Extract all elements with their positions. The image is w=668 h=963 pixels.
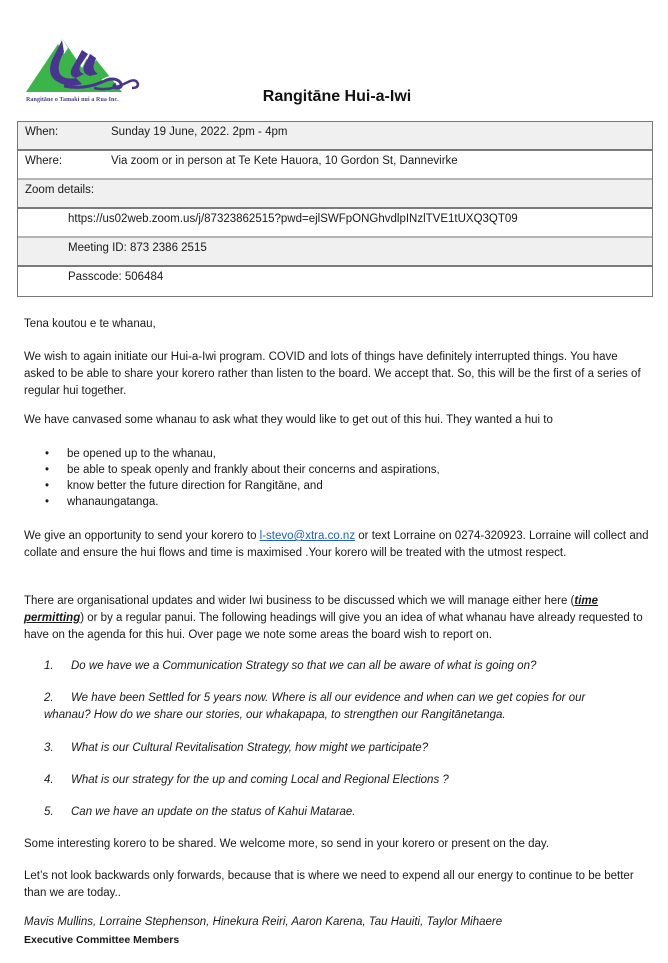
- korero-paragraph: We give an opportunity to send your korero to l-stevo@xtra.co.nz or text Lorraine on 0274-320923. Lorraine will collect and collate and ensure the hui flows and time is maximised .Your korero will be treated with the utmost respect.: [24, 530, 649, 559]
- forwards-paragraph: Let’s not look backwards only forwards, because that is where we need to expend all our energy to continue to be better than we are today..: [24, 870, 634, 899]
- list-item: • be able to speak openly and frankly about their concerns and aspirations,: [45, 464, 440, 476]
- zoom-details-label: Zoom details:: [25, 184, 95, 196]
- when-value: Sunday 19 June, 2022. 2pm - 4pm: [111, 126, 288, 138]
- agenda-item: 2. We have been Settled for 5 years now. Where is all our evidence and when can we get copies for our whanau? How do we share our stories, our whakapapa, to strengthen our Rangitānetanga.: [44, 692, 586, 721]
- passcode-row: [18, 267, 652, 296]
- signatories: Mavis Mullins, Lorraine Stephenson, Hinekura Reiri, Aaron Karena, Tau Hauiti, Taylor Mihaere: [24, 916, 503, 928]
- list-item: • know better the future direction for Rangitāne, and: [45, 480, 323, 492]
- meeting-details-table: [17, 121, 653, 297]
- agenda-item: 1. Do we have we a Communication Strategy so that we can all be aware of what is going on?: [44, 660, 537, 672]
- interesting-paragraph: Some interesting korero to be shared. We welcome more, so send in your korero or present on the day.: [24, 838, 550, 850]
- passcode: Passcode: 506484: [68, 271, 164, 283]
- committee-label: Executive Committee Members: [24, 934, 180, 946]
- intro-paragraph: We wish to again initiate our Hui-a-Iwi program. COVID and lots of things have definitely interrupted things. You have asked to be able to share your korero rather than listen to the board. We accept that. So, this will be the first of a series of regular hui together.: [24, 351, 641, 397]
- agenda-item: 3. What is our Cultural Revitalisation Strategy, how might we participate?: [44, 742, 429, 754]
- list-item: • be opened up to the whanau,: [45, 448, 216, 460]
- logo-caption: Rangitāne o Tamaki nui a Rua Inc.: [26, 97, 119, 103]
- zoom-link[interactable]: https://us02web.zoom.us/j/87323862515?pwd=ejlSWFpONGhvdlpINzlTVE1tUXQ3QT09: [68, 213, 518, 225]
- greeting: Tena koutou e te whanau,: [24, 318, 156, 330]
- agenda-item: 5. Can we have an update on the status of Kahui Matarae.: [44, 806, 356, 818]
- when-label: When:: [25, 126, 59, 138]
- bullet-icon: •: [45, 448, 50, 460]
- agenda-item: 4. What is our strategy for the up and coming Local and Regional Elections ?: [44, 774, 449, 786]
- organisational-paragraph: There are organisational updates and wider Iwi business to be discussed which we will manage either here (time permitting) or by a regular panui. The following headings will give you an idea of what whanau have already requested to have on the agenda for this hui. Over page we note some areas the board wish to report on.: [24, 595, 643, 641]
- canvased-paragraph: We have canvased some whanau to ask what they would like to get out of this hui. They wanted a hui to: [24, 414, 553, 426]
- meeting-id: Meeting ID: 873 2386 2515: [68, 242, 207, 254]
- bullet-icon: •: [45, 480, 50, 492]
- email-link[interactable]: l-stevo@xtra.co.nz: [259, 530, 356, 542]
- wishes-list: [24, 446, 624, 510]
- where-label: Where:: [25, 155, 63, 167]
- time-permitting-emphasis: time permitting: [24, 595, 599, 624]
- meeting-id-row: [18, 238, 652, 267]
- when-row: [18, 122, 652, 151]
- bullet-icon: •: [45, 464, 50, 476]
- zoom-details-row: [18, 180, 652, 209]
- document-title: Rangitāne Hui-a-Iwi: [262, 88, 412, 105]
- zoom-link-row: [18, 209, 652, 238]
- where-row: [18, 151, 652, 180]
- where-value: Via zoom or in person at Te Kete Hauora, 10 Gordon St, Dannevirke: [111, 155, 458, 167]
- bullet-icon: •: [45, 496, 50, 508]
- list-item: • whanaungatanga.: [45, 496, 159, 508]
